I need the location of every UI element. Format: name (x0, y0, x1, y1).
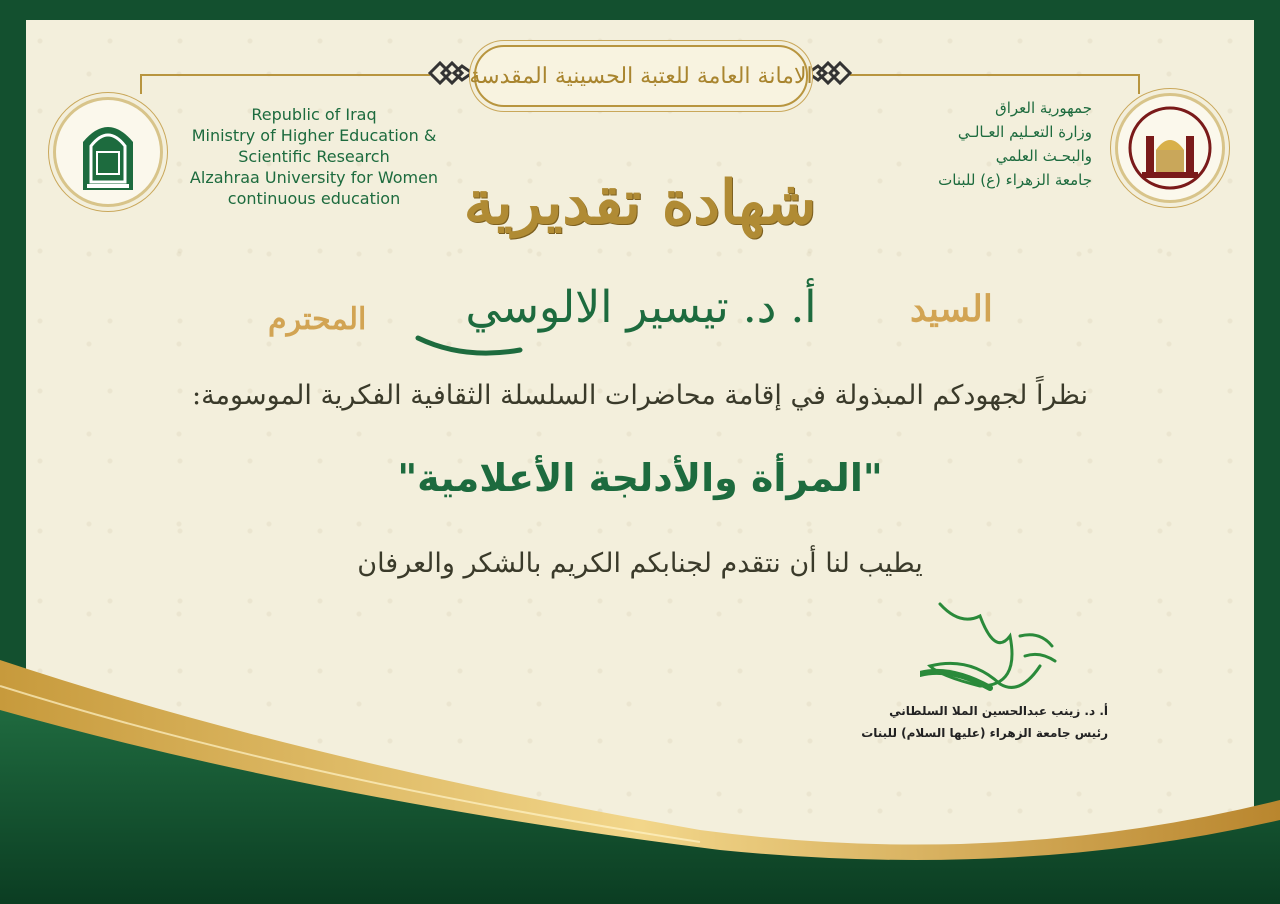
top-ornament-line-right (850, 74, 1140, 76)
right-ornament-drop (1138, 74, 1140, 94)
shrine-seal (1118, 96, 1222, 200)
english-ministry-2: Scientific Research (238, 147, 390, 166)
certificate-title: شهادة تقديرية (463, 168, 817, 238)
top-banner (469, 45, 813, 107)
signer-name: أ. د. زينب عبدالحسين الملا السلطاني (889, 704, 1108, 718)
lecture-title: "المرأة والأدلجة الأعلامية" (397, 456, 883, 500)
english-university: Alzahraa University for Women (189, 168, 439, 187)
university-logo-icon (73, 112, 143, 192)
left-ornament-drop (140, 74, 142, 94)
honorific: المحترم (268, 302, 367, 337)
arabic-ministry-1: وزارة التعـليم العـالـي (957, 123, 1092, 141)
top-ornament-line-left (140, 74, 430, 76)
bottom-wave-decoration (0, 640, 1280, 904)
right-knot-ornament (806, 58, 852, 88)
english-country: Republic of Iraq (251, 105, 377, 124)
shrine-logo-icon (1128, 106, 1212, 190)
signer-title: رئيس جامعة الزهراء (عليها السلام) للبنات (861, 726, 1108, 740)
intro-text: نظراً لجهودكم المبذولة في إقامة محاضرات السلسلة الثقافية الفكرية الموسومة: (191, 380, 1089, 411)
arabic-university: جامعة الزهراء (ع) للبنات (938, 171, 1092, 189)
english-department: continuous education (227, 189, 401, 208)
left-knot-ornament (428, 58, 474, 88)
university-seal (56, 100, 160, 204)
name-underline-swash (414, 330, 524, 360)
english-ministry-1: Ministry of Higher Education & (191, 126, 437, 145)
recipient-name: أ. د. تيسير الالوسي (465, 282, 817, 333)
arabic-country: جمهورية العراق (995, 99, 1092, 117)
salutation: السيد (910, 288, 993, 330)
banner-text: الامانة العامة للعتبة الحسينية المقدسة (469, 63, 813, 89)
closing-text: يطيب لنا أن نتقدم لجنابكم الكريم بالشكر والعرفان (357, 548, 923, 579)
arabic-ministry-2: والبحـث العلمي (995, 147, 1092, 165)
